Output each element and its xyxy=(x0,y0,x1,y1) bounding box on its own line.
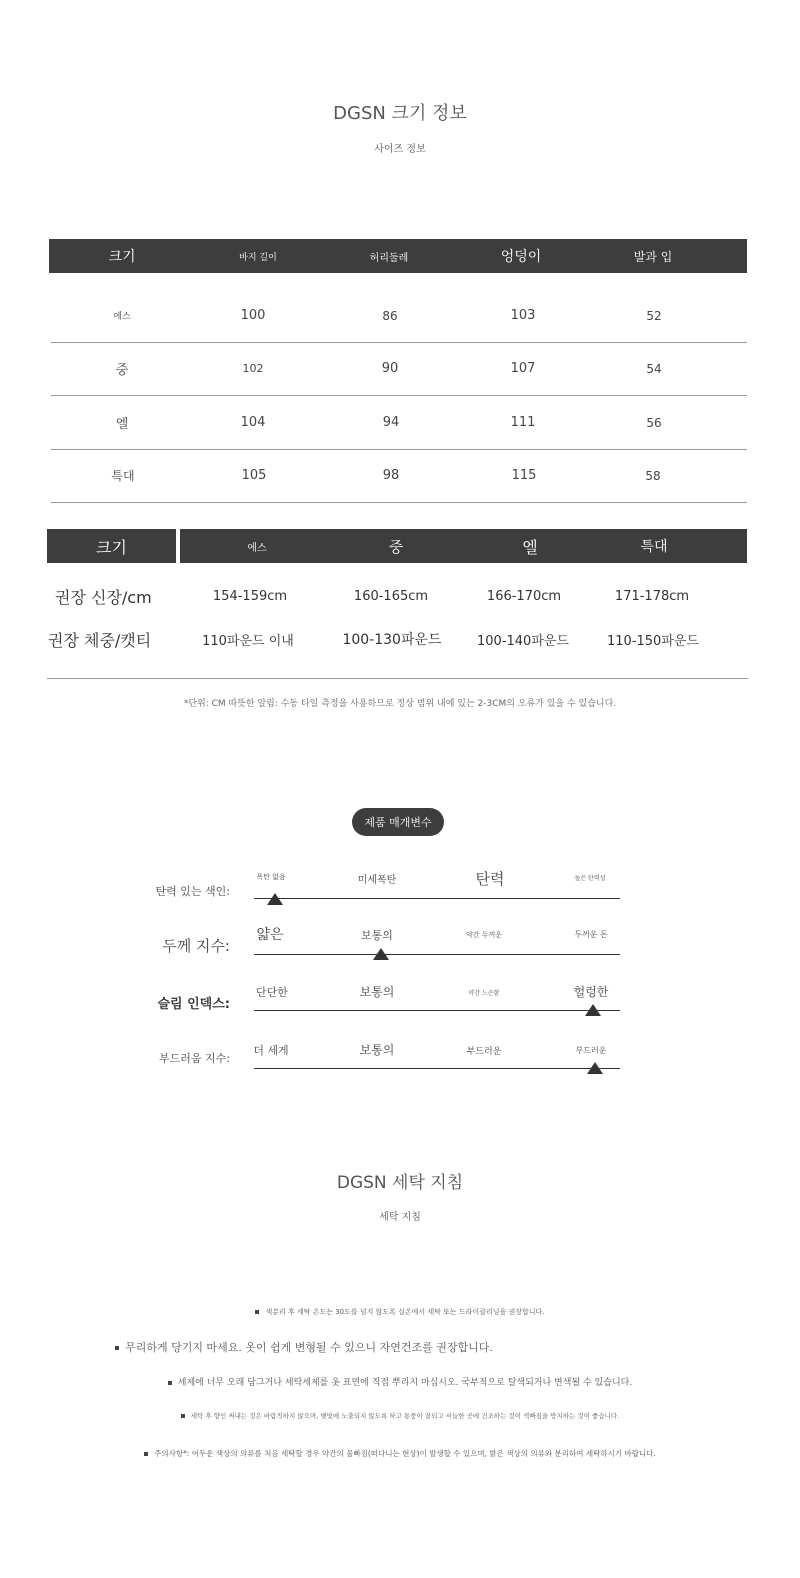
elasticity-label: 탄력 있는 색인: xyxy=(155,885,230,898)
row-size: 특대 xyxy=(111,469,135,483)
care-subtitle: 세탁 지침 xyxy=(379,1212,421,1223)
row-hip: 103 xyxy=(510,308,536,323)
row-pants-length: 104 xyxy=(240,415,266,430)
softness-label: 부드러움 지수: xyxy=(159,1052,230,1065)
row-pants-length: 100 xyxy=(240,308,266,323)
care-item: 주의사항*: 어두운 색상의 의류를 처음 세탁할 경우 약간의 물빠짐(떠다니는 현상)이 발생할 수 있으며, 밝은 색상의 의류와 분리하여 세탁하시기 바랍니다. xyxy=(0,1448,800,1459)
row-value: 166-170cm xyxy=(486,588,562,604)
thickness-scale-line xyxy=(254,954,620,955)
row-size: 에스 xyxy=(113,312,131,322)
row-waist: 98 xyxy=(382,468,400,483)
header-m: 중 xyxy=(388,537,404,556)
row-waist: 90 xyxy=(381,361,399,376)
size-table-header xyxy=(49,239,747,273)
row-value: 154-159cm xyxy=(212,588,288,604)
row-hip: 107 xyxy=(510,361,536,376)
bullet-icon xyxy=(168,1381,172,1385)
row-waist: 86 xyxy=(382,308,398,323)
divider xyxy=(47,678,748,679)
row-waist: 94 xyxy=(382,415,400,430)
care-title: DGSN 세탁 지침 xyxy=(336,1173,464,1193)
bullet-icon xyxy=(144,1452,148,1456)
table-row xyxy=(47,619,747,659)
elasticity-scale-line xyxy=(254,898,620,899)
row-value: 171-178cm xyxy=(614,588,690,604)
row-hip: 111 xyxy=(510,415,536,430)
scale-option: 보통의 xyxy=(359,1043,395,1057)
fit-label: 슬림 인덱스: xyxy=(157,997,230,1012)
fit-options xyxy=(0,982,800,1002)
row-pants-length: 102 xyxy=(242,362,264,375)
row-label: 권장 신장/cm xyxy=(55,587,152,607)
bullet-icon xyxy=(255,1310,259,1314)
row-leg-opening: 58 xyxy=(645,468,661,483)
row-value: 110파운드 이내 xyxy=(202,633,294,649)
scale-option: 폭탄 없음 xyxy=(256,873,286,881)
recommend-table-size-header: 크기 xyxy=(47,529,176,563)
row-hip: 115 xyxy=(511,468,537,483)
scale-option: 더 세게 xyxy=(253,1044,289,1057)
table-row xyxy=(47,576,747,616)
row-value: 160-165cm xyxy=(353,588,429,604)
scale-option: 부드러운 xyxy=(575,1046,607,1055)
size-note: *단위: CM 따뜻한 알림: 수동 타일 측정을 사용하므로 정상 범위 내에 있는 2-3CM의 오류가 있을 수 있습니다. xyxy=(183,699,617,709)
header-leg-opening: 발과 입 xyxy=(633,249,673,264)
fit-scale-line xyxy=(254,1010,620,1011)
scale-option: 약간 느슨함 xyxy=(468,990,500,997)
header-l: 엘 xyxy=(522,537,538,557)
care-item: 색분리 후 세탁 온도는 30도를 넘지 않도록 실온에서 세탁 또는 드라이클리닝을 권장합니다. xyxy=(0,1307,800,1317)
softness-marker-icon xyxy=(587,1062,603,1074)
row-leg-opening: 52 xyxy=(646,308,662,323)
row-value: 110-150파운드 xyxy=(607,633,699,649)
header-hip: 엉덩이 xyxy=(500,249,542,265)
row-value: 100-140파운드 xyxy=(477,633,569,649)
elasticity-options xyxy=(0,868,800,888)
scale-option: 단단한 xyxy=(256,986,288,999)
care-item: 세제에 너무 오래 담그거나 세탁세제를 옷 표면에 직접 뿌리지 마십시오. 국부적으로 탈색되거나 변색될 수 있습니다. xyxy=(0,1375,800,1388)
row-size: 엘 xyxy=(115,417,129,432)
thickness-label: 두께 지수: xyxy=(162,937,230,955)
thickness-marker-icon xyxy=(373,948,389,960)
scale-option: 높은 탄력성 xyxy=(574,875,606,882)
care-item: 무리하게 당기지 마세요. 옷이 쉽게 변형될 수 있으니 자연건조를 권장합니다. xyxy=(0,1339,704,1355)
elasticity-marker-icon xyxy=(267,893,283,905)
softness-options xyxy=(0,1040,800,1060)
scale-option: 얇은 xyxy=(256,927,284,943)
row-label: 권장 체중/캣티 xyxy=(48,630,152,650)
table-row xyxy=(51,396,747,450)
scale-option: 두꺼운 돈 xyxy=(574,930,608,939)
row-pants-length: 105 xyxy=(241,468,267,483)
fit-marker-icon xyxy=(585,1004,601,1016)
scale-option: 약간 두꺼운 xyxy=(465,931,503,939)
scale-option: 헐렁한 xyxy=(573,985,609,999)
row-size: 중 xyxy=(115,363,129,378)
scale-option: 부드러운 xyxy=(466,1047,502,1057)
bullet-icon xyxy=(181,1414,185,1418)
care-item: 세탁 후 향인 써내는 것은 바람직하지 않으며, 햇빛에 노출되지 않도록 하고 통풍이 잘되고 서늘한 곳에 건조하는 것이 색빠짐을 방지하는 것이 좋습니다. xyxy=(0,1411,800,1420)
header-pants-length: 바지 길이 xyxy=(239,252,277,263)
row-leg-opening: 56 xyxy=(646,415,662,430)
table-row xyxy=(51,289,747,343)
scale-option: 보통의 xyxy=(361,929,393,942)
size-info-title: DGSN 크기 정보 xyxy=(333,103,467,124)
scale-option: 보통의 xyxy=(359,985,395,999)
row-leg-opening: 54 xyxy=(646,361,662,376)
scale-option: 탄력 xyxy=(475,870,505,888)
softness-scale-line xyxy=(254,1068,620,1069)
bullet-icon xyxy=(115,1346,119,1350)
recommend-table-header xyxy=(180,529,747,563)
table-row xyxy=(51,342,747,396)
size-info-subtitle: 사이즈 정보 xyxy=(374,144,426,155)
header-size: 크기 xyxy=(108,249,136,265)
params-badge: 제품 매개변수 xyxy=(352,808,444,836)
header-waist: 허리둘레 xyxy=(369,252,409,264)
table-row xyxy=(51,449,747,503)
scale-option: 미세폭탄 xyxy=(357,875,397,886)
row-value: 100-130파운드 xyxy=(342,632,442,648)
header-xl: 특대 xyxy=(640,539,668,555)
header-s: 에스 xyxy=(247,542,267,554)
thickness-options xyxy=(0,924,800,944)
